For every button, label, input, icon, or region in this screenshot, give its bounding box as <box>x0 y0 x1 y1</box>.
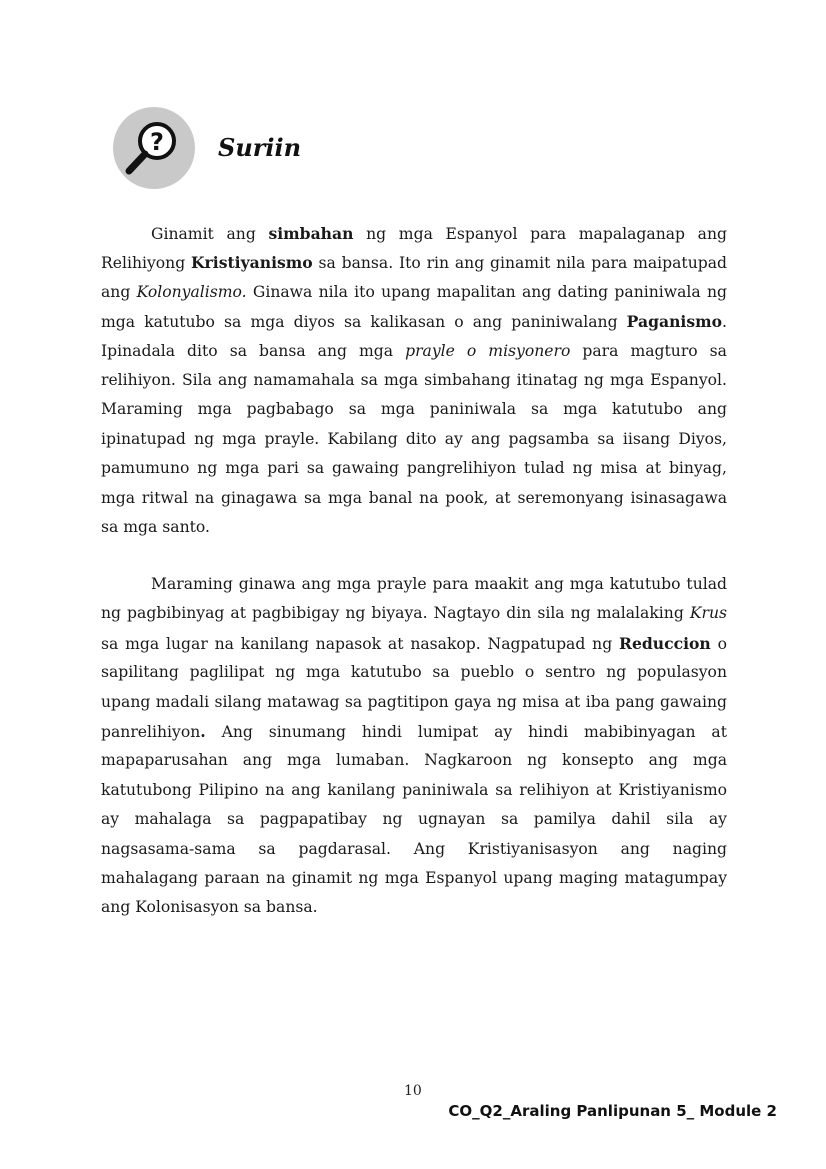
text-run: katutubong Pilipino na ang kanilang paniniwala sa relihiyon at Kristiyanismo <box>101 780 727 799</box>
text-line <box>101 835 727 864</box>
text-line <box>101 219 727 248</box>
text-line <box>101 717 727 746</box>
text-run: Ang sinumang hindi lumipat ay hindi mabibinyagan at <box>205 722 727 741</box>
text-line <box>101 454 727 483</box>
text-line <box>101 893 727 922</box>
text-run: ang <box>101 282 137 301</box>
text-line <box>101 570 727 599</box>
text-line <box>101 395 727 424</box>
text-line <box>101 688 727 717</box>
text-run: Ginawa nila ito upang mapalitan ang dating paniniwala ng <box>246 282 727 301</box>
text-run: mga katutubo sa mga diyos sa kalikasan o ang paniniwalang <box>101 313 627 332</box>
text-run: . <box>722 313 727 332</box>
bold-term: . <box>200 721 206 741</box>
text-run: ng pagbibinyag at pagbibigay ng biyaya. Nagtayo din sila ng malalaking <box>101 604 690 623</box>
text-run: upang madali silang matawag sa pagtitipon gaya ng misa at iba pang gawaing <box>101 692 727 711</box>
text-run: sa mga santo. <box>101 517 210 536</box>
text-run: Ipinadala dito sa bansa ang mga <box>101 341 406 360</box>
text-run: Maraming ginawa ang mga prayle para maakit ang mga katutubo tulad <box>151 575 727 593</box>
text-run: relihiyon. Sila ang namamahala sa mga simbahang itinatag ng mga Espanyol. <box>101 370 727 389</box>
text-run: mga ritwal na ginagawa sa mga banal na pook, at seremonyang isinasagawa <box>101 488 727 507</box>
text-run: Maraming mga pagbabago sa mga paniniwala sa mga katutubo ang <box>101 400 727 419</box>
text-line <box>101 484 727 513</box>
paragraph-1 <box>101 219 727 542</box>
text-run: ay mahalaga sa pagpapatibay ng ugnayan sa pamilya dahil sila ay <box>101 810 727 829</box>
text-line <box>101 864 727 893</box>
text-run: panrelihiyon <box>101 722 201 741</box>
text-line <box>101 278 727 307</box>
bold-term: simbahan <box>268 224 354 243</box>
italic-term: Krus <box>689 604 727 623</box>
text-run: pamumuno ng mga pari sa gawaing pangrelihiyon tulad ng misa at binyag, <box>101 459 727 478</box>
section-title: Suriin <box>218 133 302 162</box>
text-line <box>101 248 727 277</box>
text-line <box>101 513 727 542</box>
text-run: ipinatupad ng mga prayle. Kabilang dito ay ang pagsamba sa iisang Diyos, <box>101 429 727 448</box>
italic-term: prayle o misyonero <box>405 341 571 360</box>
text-line <box>101 776 727 805</box>
text-line <box>101 805 727 834</box>
svg-text:?: ? <box>150 128 164 156</box>
magnifying-glass-question-icon <box>113 107 195 189</box>
text-line <box>101 629 727 658</box>
text-run: nagsasama-sama sa pagdarasal. Ang Kristiyanisasyon ang naging <box>101 839 727 858</box>
text-line <box>101 425 727 454</box>
text-run: Relihiyong <box>101 254 191 273</box>
italic-term: Kolonyalismo. <box>136 282 247 301</box>
text-run: sapilitang paglilipat ng mga katutubo sa pueblo o sentro ng populasyon <box>101 663 727 682</box>
text-run: o <box>710 634 727 653</box>
text-line <box>101 599 727 628</box>
text-run: ang Kolonisasyon sa bansa. <box>101 898 318 917</box>
text-line <box>101 658 727 687</box>
text-run: ng mga Espanyol para mapalaganap ang <box>353 225 727 243</box>
text-line <box>101 366 727 395</box>
text-run: sa bansa. Ito rin ang ginamit nila para maipatupad <box>312 254 727 273</box>
bold-term: Reduccion <box>619 633 711 653</box>
text-run: mapaparusahan ang mga lumaban. Nagkaroon ng konsepto ang mga <box>101 751 727 770</box>
page-number: 10 <box>404 1083 422 1099</box>
paragraph-2 <box>101 570 727 923</box>
bold-term: Kristiyanismo <box>191 253 313 273</box>
text-run: para magturo sa <box>570 341 727 360</box>
text-line <box>101 337 727 366</box>
text-line <box>101 307 727 336</box>
module-label: CO_Q2_Araling Panlipunan 5_ Module 2 <box>448 1102 777 1120</box>
text-run: Ginamit ang <box>151 225 269 243</box>
text-line <box>101 746 727 775</box>
text-run: sa mga lugar na kanilang napasok at nasakop. Nagpatupad ng <box>101 634 619 653</box>
bold-term: Paganismo <box>626 312 723 332</box>
text-run: mahalagang paraan na ginamit ng mga Espanyol upang maging matagumpay <box>101 868 727 887</box>
